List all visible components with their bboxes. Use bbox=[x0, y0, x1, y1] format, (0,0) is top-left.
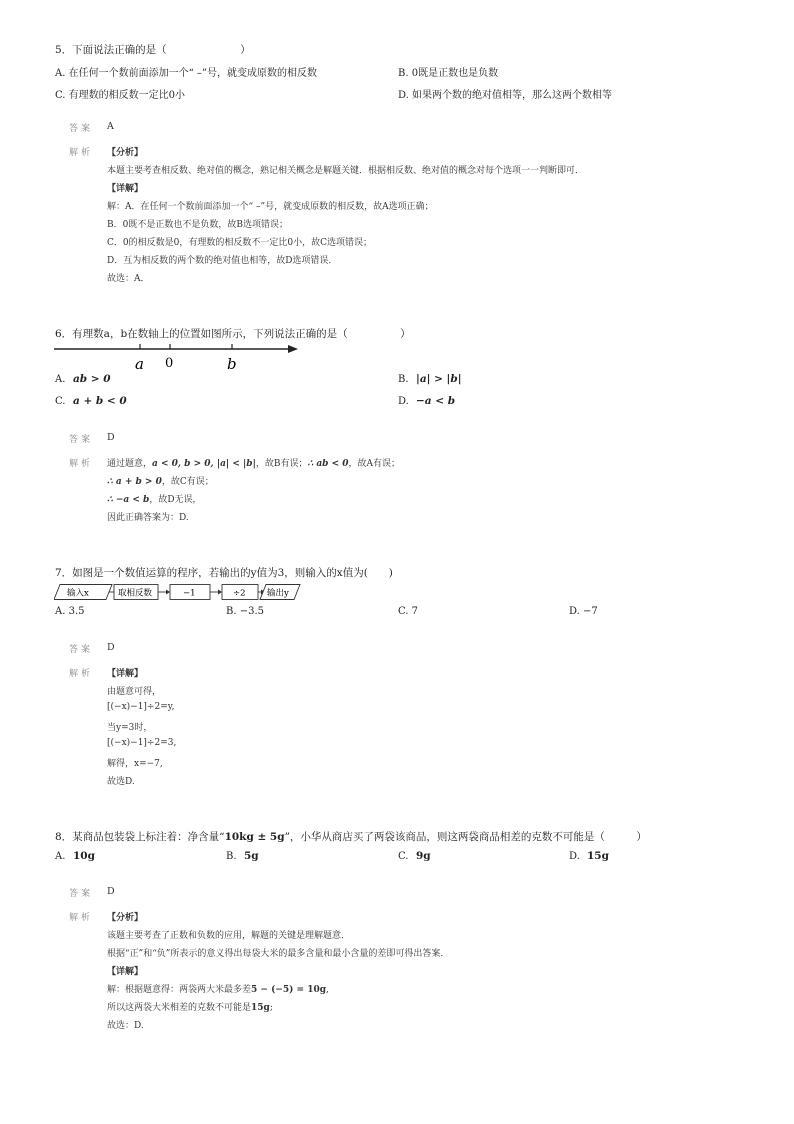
flow-step1: 取相反数 bbox=[118, 588, 153, 599]
q8-option-c-letter: C. bbox=[398, 851, 409, 862]
q5-line: 本题主要考查相反数、绝对值的概念，熟记相关概念是解题关键．根据相反数、绝对值的概念对每个选项一一判断即可． bbox=[107, 166, 585, 176]
q5-line: 【详解】 bbox=[107, 184, 144, 194]
q7-stem: 7．如图是一个数值运算的程序，若输出的y值为3，则输入的x值为( ) bbox=[55, 567, 393, 579]
q6-option-c: a + b < 0 bbox=[73, 395, 127, 407]
flow-step2: −1 bbox=[183, 588, 196, 599]
q8-option-d-letter: D. bbox=[569, 851, 580, 862]
q6-answer-label: 答案 bbox=[69, 435, 94, 445]
q8-option-d: 15g bbox=[587, 850, 609, 862]
q5-stem: 5．下面说法正确的是（ ） bbox=[55, 44, 251, 56]
q8-line: 【分析】 bbox=[107, 913, 144, 923]
q7-option-a: A. 3.5 bbox=[55, 606, 85, 617]
q8-line-6: 所以这两袋大米相差的克数不可能是15g; bbox=[107, 1003, 273, 1013]
q5-line: C．0的相反数是0，有理数的相反数不一定比0小，故C选项错误； bbox=[107, 238, 372, 248]
q6-option-b-letter: B. bbox=[398, 374, 409, 385]
q7-line: 【详解】 bbox=[107, 669, 144, 679]
q8-line: 根据“正”和“负”所表示的意义得出每袋大米的最多含量和最小含量的差即可得出答案． bbox=[107, 949, 450, 959]
q6-analysis-label: 解析 bbox=[69, 459, 94, 469]
q8-answer: D bbox=[107, 886, 115, 897]
number-line bbox=[54, 338, 304, 374]
q8-option-a: 10g bbox=[73, 850, 95, 862]
q7-answer: D bbox=[107, 642, 115, 653]
q6-option-a: ab > 0 bbox=[73, 373, 111, 385]
q5-line: 解：A．在任何一个数前面添加一个“ –”号，就变成原数的相反数，故A选项正确； bbox=[107, 202, 434, 212]
q8-analysis-label: 解析 bbox=[69, 913, 94, 923]
label-b: b bbox=[227, 355, 237, 373]
flow-step3: ÷2 bbox=[233, 588, 246, 599]
flowchart bbox=[54, 583, 304, 603]
q6-option-d-letter: D. bbox=[398, 396, 409, 407]
q7-line: 解得，x=−7, bbox=[107, 759, 163, 769]
label-zero: 0 bbox=[165, 356, 174, 371]
q5-line: B．0既不是正数也不是负数，故B选项错误； bbox=[107, 220, 288, 230]
q6-option-a-letter: A. bbox=[55, 374, 66, 385]
q8-stem: 8．某商品包装袋上标注着：净含量“10kg ± 5g”，小华从商店买了两袋该商品，则这两袋商品相差的克数不可能是（ ） bbox=[55, 831, 647, 843]
q8-option-a-letter: A. bbox=[55, 851, 66, 862]
q6-option-d: −a < b bbox=[416, 395, 456, 407]
q7-line: [(−x)−1]÷2=y, bbox=[107, 702, 175, 712]
flow-arrow-icon bbox=[166, 590, 170, 595]
q6-stem: 6．有理数a，b在数轴上的位置如图所示，下列说法正确的是（ ） bbox=[55, 328, 411, 340]
q5-line: D．互为相反数的两个数的绝对值也相等，故D选项错误． bbox=[107, 256, 338, 266]
flow-output: 输出y bbox=[267, 588, 289, 599]
flow-input: 输入x bbox=[67, 588, 89, 599]
flow-arrow-icon bbox=[218, 590, 222, 595]
q8-line: 故选：D. bbox=[107, 1021, 144, 1031]
q7-option-b: B. −3.5 bbox=[226, 606, 264, 617]
q5-analysis-label: 解析 bbox=[69, 148, 94, 158]
q5-option-c: C. 有理数的相反数一定比0小 bbox=[55, 90, 186, 101]
q8-line-5: 解：根据题意得：两袋两大米最多差5 − (−5) = 10g, bbox=[107, 985, 329, 995]
q8-option-b-letter: B. bbox=[226, 851, 237, 862]
q6-line-1: 通过题意，a < 0, b > 0, |a| < |b|，故B有误；∴ ab < 0，故A有误； bbox=[107, 459, 401, 469]
q6-option-c-letter: C. bbox=[55, 396, 66, 407]
label-a: a bbox=[135, 355, 144, 373]
q7-option-d: D. −7 bbox=[569, 606, 598, 617]
q7-option-c: C. 7 bbox=[398, 606, 419, 617]
q5-option-b: B. 0既是正数也是负数 bbox=[398, 68, 499, 79]
q5-option-d: D. 如果两个数的绝对值相等，那么这两个数相等 bbox=[398, 90, 613, 101]
q6-option-b: |a| > |b| bbox=[416, 373, 462, 385]
q7-line: 当y=3时， bbox=[107, 723, 153, 733]
q5-line: 【分析】 bbox=[107, 148, 144, 158]
q7-line: 由题意可得， bbox=[107, 687, 162, 697]
q7-line: [(−x)−1]÷2=3, bbox=[107, 738, 177, 748]
q7-answer-label: 答案 bbox=[69, 645, 94, 655]
q8-answer-label: 答案 bbox=[69, 889, 94, 899]
q7-analysis-label: 解析 bbox=[69, 669, 94, 679]
q5-line: 故选：A． bbox=[107, 274, 150, 284]
q8-option-c: 9g bbox=[416, 850, 431, 862]
q5-option-a: A. 在任何一个数前面添加一个“ –”号，就变成原数的相反数 bbox=[55, 68, 317, 79]
q6-line-4: 因此正确答案为：D. bbox=[107, 513, 189, 523]
number-line-arrow-icon bbox=[288, 345, 298, 353]
q7-line: 故选D. bbox=[107, 777, 135, 787]
q6-line-2: ∴ a + b > 0，故C有误； bbox=[107, 477, 214, 487]
q8-line: 【详解】 bbox=[107, 967, 144, 977]
q8-line: 该题主要考查了正数和负数的应用，解题的关键是理解题意． bbox=[107, 931, 351, 941]
q8-option-b: 5g bbox=[244, 850, 259, 862]
q5-answer: A bbox=[107, 121, 114, 132]
q6-answer: D bbox=[107, 432, 115, 443]
q6-line-3: ∴ −a < b，故D无误， bbox=[107, 495, 202, 505]
q5-answer-label: 答案 bbox=[69, 124, 94, 134]
